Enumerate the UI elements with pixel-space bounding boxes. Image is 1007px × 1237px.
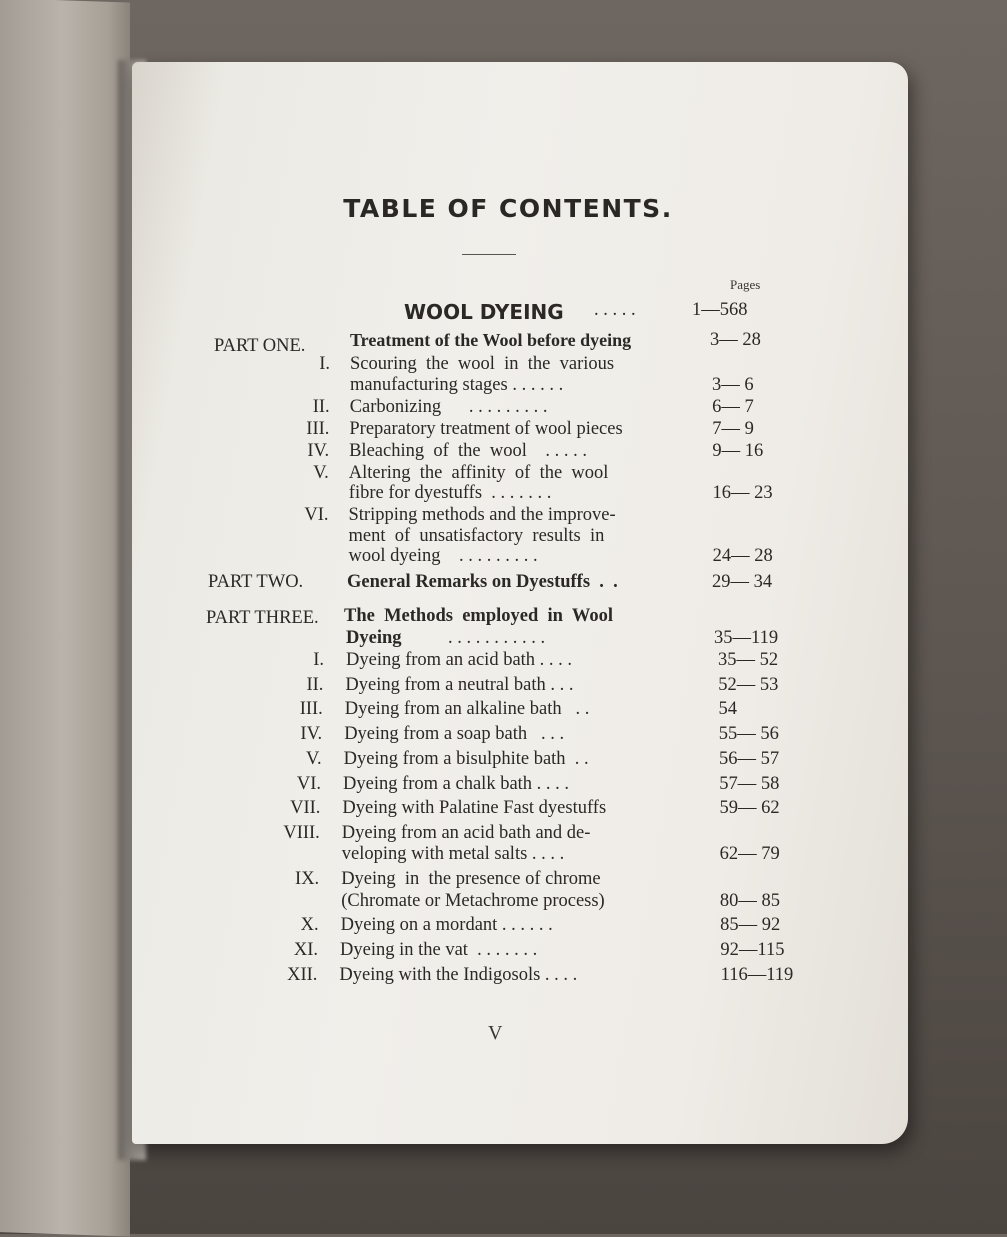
- part-three-item-pages: 62— 79: [719, 844, 780, 865]
- part-one-pages: 3— 28: [710, 330, 761, 350]
- part-one-item-pages: 7— 9: [712, 418, 754, 439]
- part-one-item-roman: I.: [319, 354, 330, 374]
- page-title: TABLE OF CONTENTS.: [343, 194, 673, 223]
- part-three-item-pages: 52— 53: [718, 674, 779, 695]
- part-three-item-roman: III.: [299, 699, 323, 720]
- part-three-item-roman: VII.: [290, 798, 321, 819]
- part-three-item-roman: V.: [305, 748, 322, 769]
- page-number: V: [488, 1022, 503, 1044]
- part-three-item-text: Dyeing from an acid bath and de-: [341, 822, 591, 843]
- part-three-item-text: Dyeing from a soap bath . . .: [344, 724, 565, 745]
- part-one-item-text: Scouring the wool in the various: [350, 354, 615, 374]
- part-one-item-roman: V.: [313, 462, 329, 483]
- left-page-edge: [0, 0, 130, 1237]
- part-three-item-roman: VI.: [296, 773, 321, 794]
- part-one-item-text: Carbonizing . . . . . . . . .: [349, 396, 548, 417]
- part-three-item-pages: 80— 85: [719, 890, 781, 911]
- part-three-item-text: Dyeing from a bisulphite bath . .: [343, 748, 589, 769]
- section-dots: . . . . .: [594, 300, 636, 320]
- part-one-item-roman: III.: [306, 418, 330, 439]
- part-one-label: PART ONE.: [214, 336, 306, 356]
- part-three-item-roman: IX.: [295, 869, 320, 890]
- part-one-item-text: ment of unsatisfactory results in: [348, 525, 605, 546]
- part-one-item-pages: 24— 28: [712, 546, 773, 566]
- part-three-item-roman: XII.: [287, 964, 318, 985]
- part-three-item-pages: 55— 56: [718, 724, 779, 745]
- book-page: [132, 62, 908, 1144]
- part-three-item-roman: XI.: [293, 940, 318, 960]
- part-three-item-text: Dyeing on a mordant . . . . . .: [340, 915, 553, 936]
- part-three-item-text: Dyeing with Palatine Fast dyestuffs: [342, 798, 607, 819]
- part-one-item-pages: 6— 7: [712, 396, 754, 417]
- part-one-item-text: Preparatory treatment of wool pieces: [349, 418, 623, 439]
- part-one-item-text: Bleaching of the wool . . . . .: [349, 440, 587, 461]
- part-three-item-text: Dyeing from an alkaline bath . .: [344, 699, 590, 720]
- part-two-label: PART TWO.: [208, 572, 304, 592]
- part-three-item-roman: IV.: [300, 724, 323, 745]
- part-one-item-roman: IV.: [307, 440, 330, 461]
- part-one-item-pages: 3— 6: [712, 374, 754, 395]
- part-one-item-pages: 9— 16: [712, 440, 764, 461]
- section-heading: WOOL DYEING: [404, 300, 564, 324]
- part-three-item-pages: 92—115: [720, 940, 785, 960]
- part-three-item-pages: 116—119: [720, 964, 794, 985]
- part-three-item-text: Dyeing from an acid bath . . . .: [346, 650, 573, 670]
- part-three-item-text: Dyeing in the presence of chrome: [341, 869, 601, 890]
- part-one-item-roman: II.: [312, 396, 330, 417]
- part-three-title-dots: . . . . . . . . . . .: [448, 628, 546, 648]
- part-three-item-pages: 59— 62: [719, 798, 780, 819]
- part-three-item-roman: X.: [300, 915, 319, 936]
- part-three-item-text: (Chromate or Metachrome process): [341, 890, 605, 911]
- part-three-pages: 35—119: [714, 628, 779, 648]
- part-three-item-text: Dyeing from a neutral bath . . .: [345, 674, 574, 695]
- part-one-item-text: fibre for dyestuffs . . . . . . .: [348, 483, 552, 503]
- section-pages: 1—568: [692, 300, 748, 320]
- title-divider: [462, 254, 516, 255]
- part-one-item-text: Altering the affinity of the wool: [348, 462, 609, 483]
- part-three-item-text: Dyeing in the vat . . . . . . .: [340, 940, 538, 960]
- part-three-item-roman: I.: [313, 650, 324, 670]
- part-one-item-text: manufacturing stages . . . . . .: [350, 374, 564, 395]
- part-one-item-text: Stripping methods and the improve-: [348, 505, 616, 525]
- part-three-item-pages: 85— 92: [720, 915, 781, 936]
- part-three-item-text: Dyeing from a chalk bath . . . .: [343, 773, 570, 794]
- part-three-item-text: Dyeing with the Indigosols . . . .: [339, 964, 578, 985]
- pages-column-header: Pages: [730, 277, 761, 292]
- part-one-item-roman: VI.: [304, 505, 329, 525]
- part-three-item-pages: 54: [718, 699, 737, 720]
- part-three-item-pages: 56— 57: [718, 748, 780, 769]
- part-three-label: PART THREE.: [206, 608, 319, 628]
- part-one-title: Treatment of the Wool before dyeing: [350, 330, 632, 350]
- part-two-pages: 29— 34: [712, 572, 773, 592]
- part-three-item-roman: II.: [306, 674, 324, 695]
- part-three-item-pages: 57— 58: [719, 773, 780, 794]
- part-one-item-text: wool dyeing . . . . . . . . .: [348, 546, 538, 566]
- part-three-title-line1: The Methods employed in Wool: [344, 606, 613, 626]
- part-three-item-roman: VIII.: [283, 822, 320, 843]
- part-three-item-pages: 35— 52: [718, 650, 779, 670]
- part-three-item-text: veloping with metal salts . . . .: [341, 844, 565, 865]
- part-two-title: General Remarks on Dyestuffs . .: [347, 572, 618, 592]
- part-one-item-pages: 16— 23: [712, 483, 773, 503]
- part-three-title-line2: Dyeing: [346, 628, 402, 648]
